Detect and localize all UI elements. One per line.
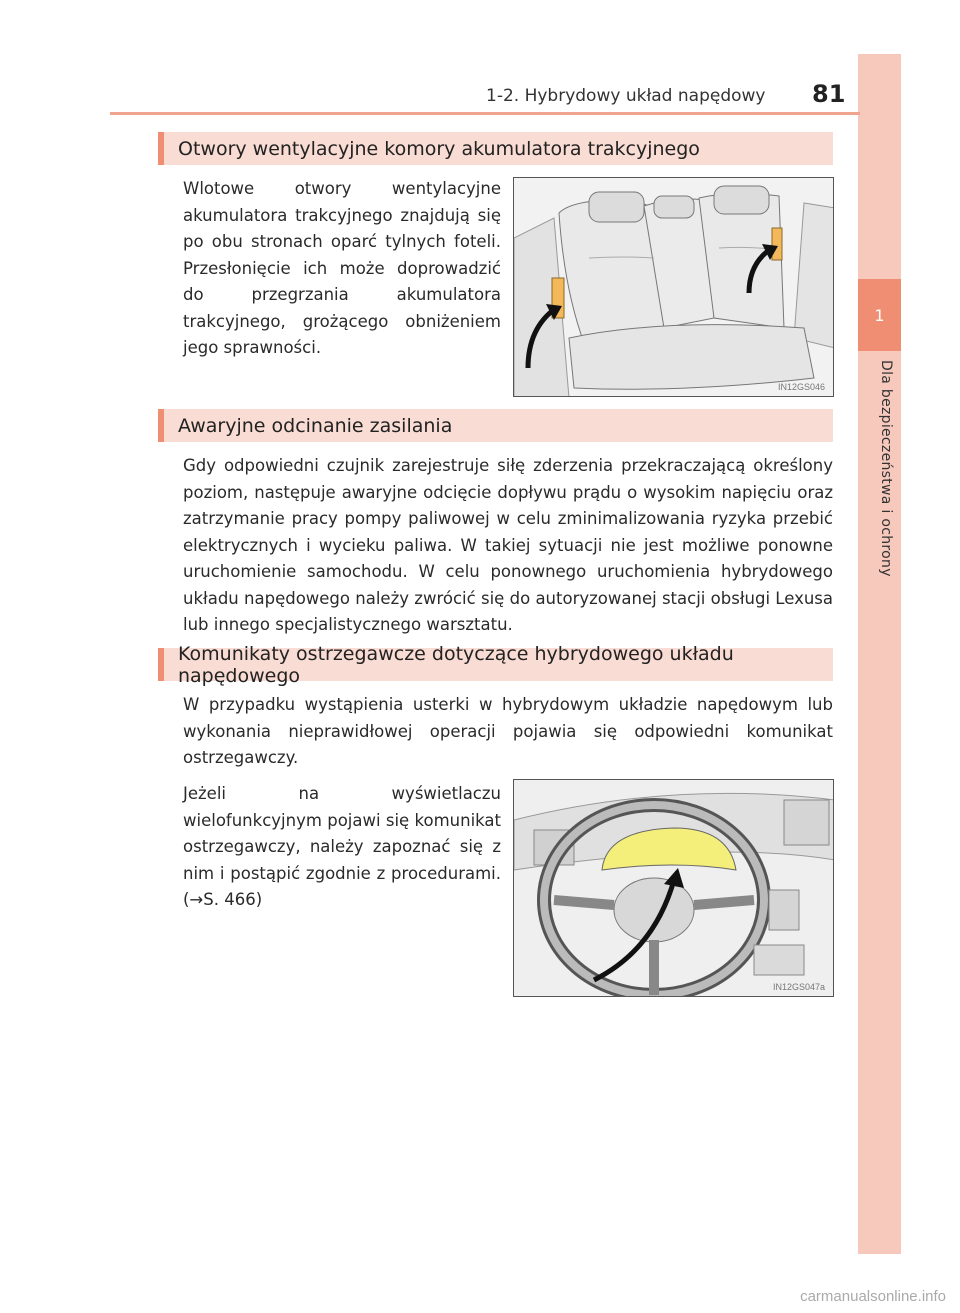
running-header: 1-2. Hybrydowy układ napędowy bbox=[486, 86, 766, 106]
chapter-number-tab[interactable] bbox=[858, 279, 901, 351]
side-tab bbox=[858, 54, 901, 1254]
section-text-warning-messages: W przypadku wystąpienia usterki w hybrydowym układzie napędowym lub wykonania nieprawidłowej operacji pojawia się odpowiedni komunikat ostrzegawczy. bbox=[183, 695, 833, 767]
section-text-emergency-cutoff: Gdy odpowiedni czujnik zarejestruje siłę zderzenia przekraczającą określony poziom, następuje awaryjne odcięcie dopływu prądu o wysokim napięciu oraz zatrzymanie pracy pompy paliwowej w celu zminimalizowania ryzyka przebić elektrycznych i wycieku paliwa. W takiej sytuacji nie jest możliwe ponowne uruchomienie samochodu. W celu ponownego uruchomienia hybrydowego układu napędowego należy zwrócić się do autoryzowanej stacji obsługi Lexusa lub innego specjalistycznego warsztatu. bbox=[183, 456, 833, 634]
figure-code-2: IN12GS047a bbox=[772, 982, 825, 992]
chapter-number: 1 bbox=[874, 305, 885, 325]
header-rule bbox=[110, 112, 860, 115]
section-heading-battery-vents: Otwory wentylacyjne komory akumulatora trakcyjnego bbox=[158, 132, 833, 165]
page-number: 81 bbox=[812, 80, 846, 108]
rear-seat-illustration bbox=[514, 178, 834, 397]
section-heading-warning-messages: Komunikaty ostrzegawcze dotyczące hybrydowego układu napędowego bbox=[158, 648, 833, 681]
footer-watermark: carmanualsonline.info bbox=[800, 1288, 946, 1305]
rear-seat-figure bbox=[513, 177, 834, 397]
steering-wheel-figure bbox=[513, 779, 834, 997]
section-text-warning-messages-2: Jeżeli na wyświetlaczu wielofunkcyjnym pojawi się komunikat ostrzegawczy, należy zapoznać się z nim i postąpić zgodnie z procedurami. (→S. 466) bbox=[183, 784, 501, 909]
figure-code-1: IN12GS046 bbox=[777, 382, 825, 392]
steering-wheel-illustration bbox=[514, 780, 834, 997]
section-heading-emergency-cutoff: Awaryjne odcinanie zasilania bbox=[158, 409, 833, 442]
chapter-title-vertical: Dla bezpieczeństwa i ochrony bbox=[878, 360, 894, 577]
section-text-battery-vents: Wlotowe otwory wentylacyjne akumulatora trakcyjnego znajdują się po obu stronach oparć tylnych foteli. Przesłonięcie ich może doprowadzić do przegrzania akumulatora trakcyjnego, grożącego obniżeniem jego sprawności. bbox=[183, 179, 501, 357]
